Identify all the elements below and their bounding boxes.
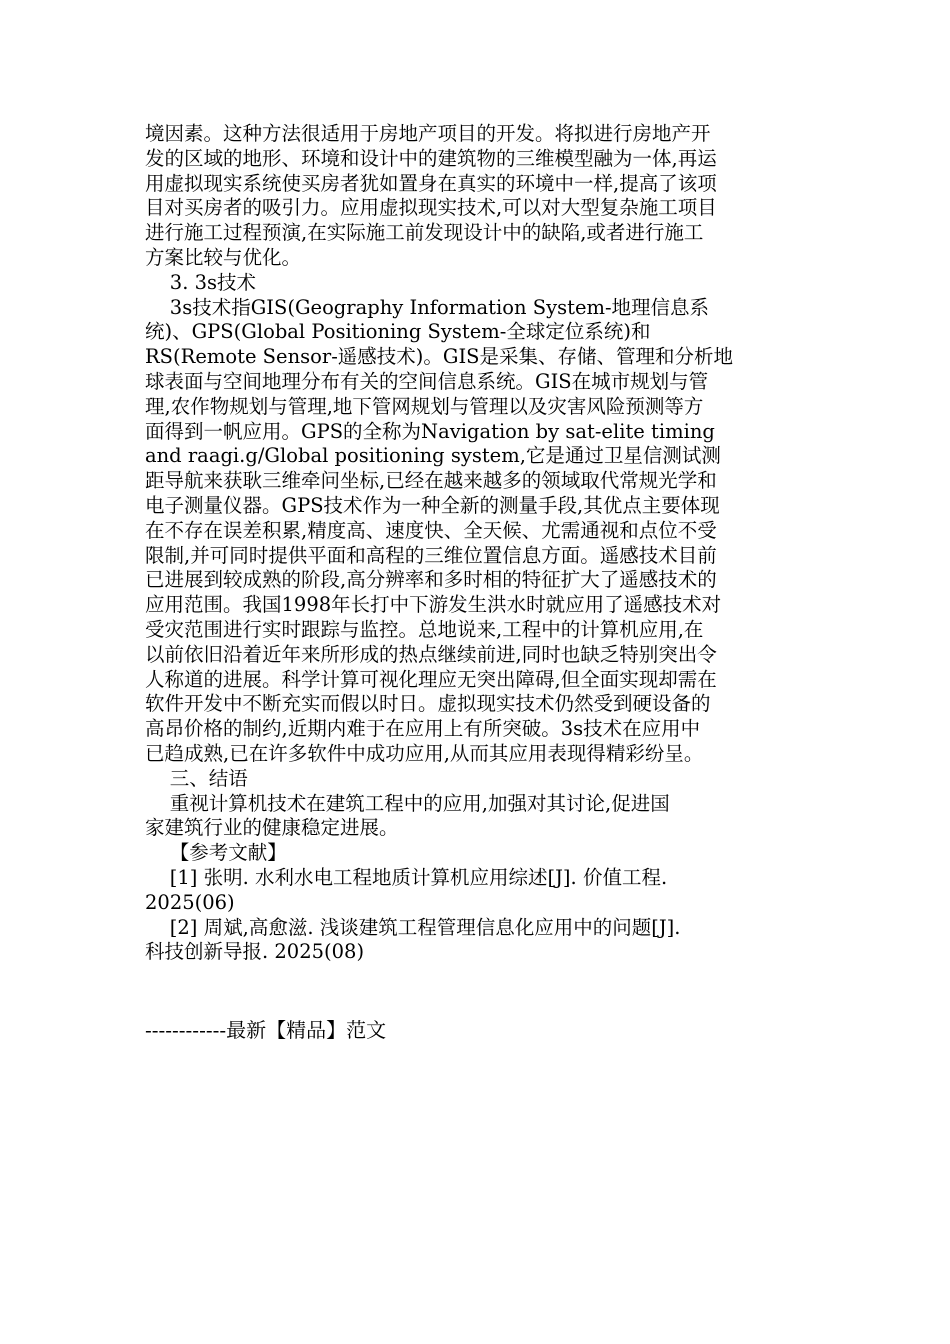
document-body xyxy=(145,122,810,965)
body-line: 三、结语 xyxy=(145,766,248,790)
body-line: 理,农作物规划与管理,地下管网规划与管理以及灾害风险预测等方 xyxy=(145,394,704,418)
body-line: 以前依旧沿着近年来所形成的热点继续前进,同时也缺乏特别突出令 xyxy=(145,642,717,666)
body-line: 用虚拟现实系统使买房者犹如置身在真实的环境中一样,提高了该项 xyxy=(145,171,717,195)
body-line: 在不存在误差积累,精度高、速度快、全天候、尤需通视和点位不受 xyxy=(145,518,717,542)
body-line: 3. 3s技术 xyxy=(145,270,257,294)
body-line: 限制,并可同时提供平面和高程的三维位置信息方面。遥感技术目前 xyxy=(145,543,717,567)
body-line: 人称道的进展。科学计算可视化理应无突出障碍,但全面实现却需在 xyxy=(145,667,717,691)
body-line: 目对买房者的吸引力。应用虚拟现实技术,可以对大型复杂施工项目 xyxy=(145,196,717,220)
body-line: 已进展到较成熟的阶段,高分辨率和多时相的特征扩大了遥感技术的 xyxy=(145,568,717,592)
body-line: 【参考文献】 xyxy=(145,841,287,865)
body-line: 方案比较与优化。 xyxy=(145,245,302,269)
body-line: 2025(06) xyxy=(145,890,235,914)
body-line: 家建筑行业的健康稳定进展。 xyxy=(145,816,399,840)
body-line: 受灾范围进行实时跟踪与监控。总地说来,工程中的计算机应用,在 xyxy=(145,617,704,641)
body-line: [1] 张明. 水利水电工程地质计算机应用综述[J]. 价值工程. xyxy=(145,865,668,889)
body-line: 统)、GPS(Global Positioning System-全球定位系统)和 xyxy=(145,320,651,344)
footer-caption: ------------最新【精品】范文 xyxy=(145,1018,387,1042)
body-line: [2] 周斌,高愈滋. 浅谈建筑工程管理信息化应用中的问题[J]. xyxy=(145,915,681,939)
body-line: and raagi.g/Global positioning system,它是通过卫星信测试测 xyxy=(145,444,721,468)
body-line: 进行施工过程预演,在实际施工前发现设计中的缺陷,或者进行施工 xyxy=(145,221,704,245)
body-line: 面得到一帆应用。GPS的全称为Navigation by sat-elite timing xyxy=(145,419,715,443)
body-line: 3s技术指GIS(Geography Information System-地理信息系 xyxy=(145,295,710,319)
body-line: 发的区域的地形、环境和设计中的建筑物的三维模型融为一体,再运 xyxy=(145,146,717,170)
body-line: 电子测量仪器。GPS技术作为一种全新的测量手段,其优点主要体现 xyxy=(145,493,720,517)
body-line: 已趋成熟,已在许多软件中成功应用,从而其应用表现得精彩纷呈。 xyxy=(145,741,704,765)
body-line: 应用范围。我国1998年长打中下游发生洪水时就应用了遥感技术对 xyxy=(145,593,722,617)
body-line: 距导航来获耿三维牵问坐标,已经在越来越多的领域取代常规光学和 xyxy=(145,469,717,493)
body-line: 球表面与空间地理分布有关的空间信息系统。GIS在城市规划与管 xyxy=(145,369,709,393)
body-line: 重视计算机技术在建筑工程中的应用,加强对其讨论,促进国 xyxy=(145,791,670,815)
body-line: 科技创新导报. 2025(08) xyxy=(145,940,365,964)
body-line: RS(Remote Sensor-遥感技术)。GIS是采集、存储、管理和分析地 xyxy=(145,345,734,369)
body-line: 高昂价格的制约,近期内难于在应用上有所突破。3s技术在应用中 xyxy=(145,717,701,741)
body-line: 软件开发中不断充实而假以时日。虚拟现实技术仍然受到硬设备的 xyxy=(145,692,711,716)
body-line: 境因素。这种方法很适用于房地产项目的开发。将拟进行房地产开 xyxy=(145,122,711,145)
